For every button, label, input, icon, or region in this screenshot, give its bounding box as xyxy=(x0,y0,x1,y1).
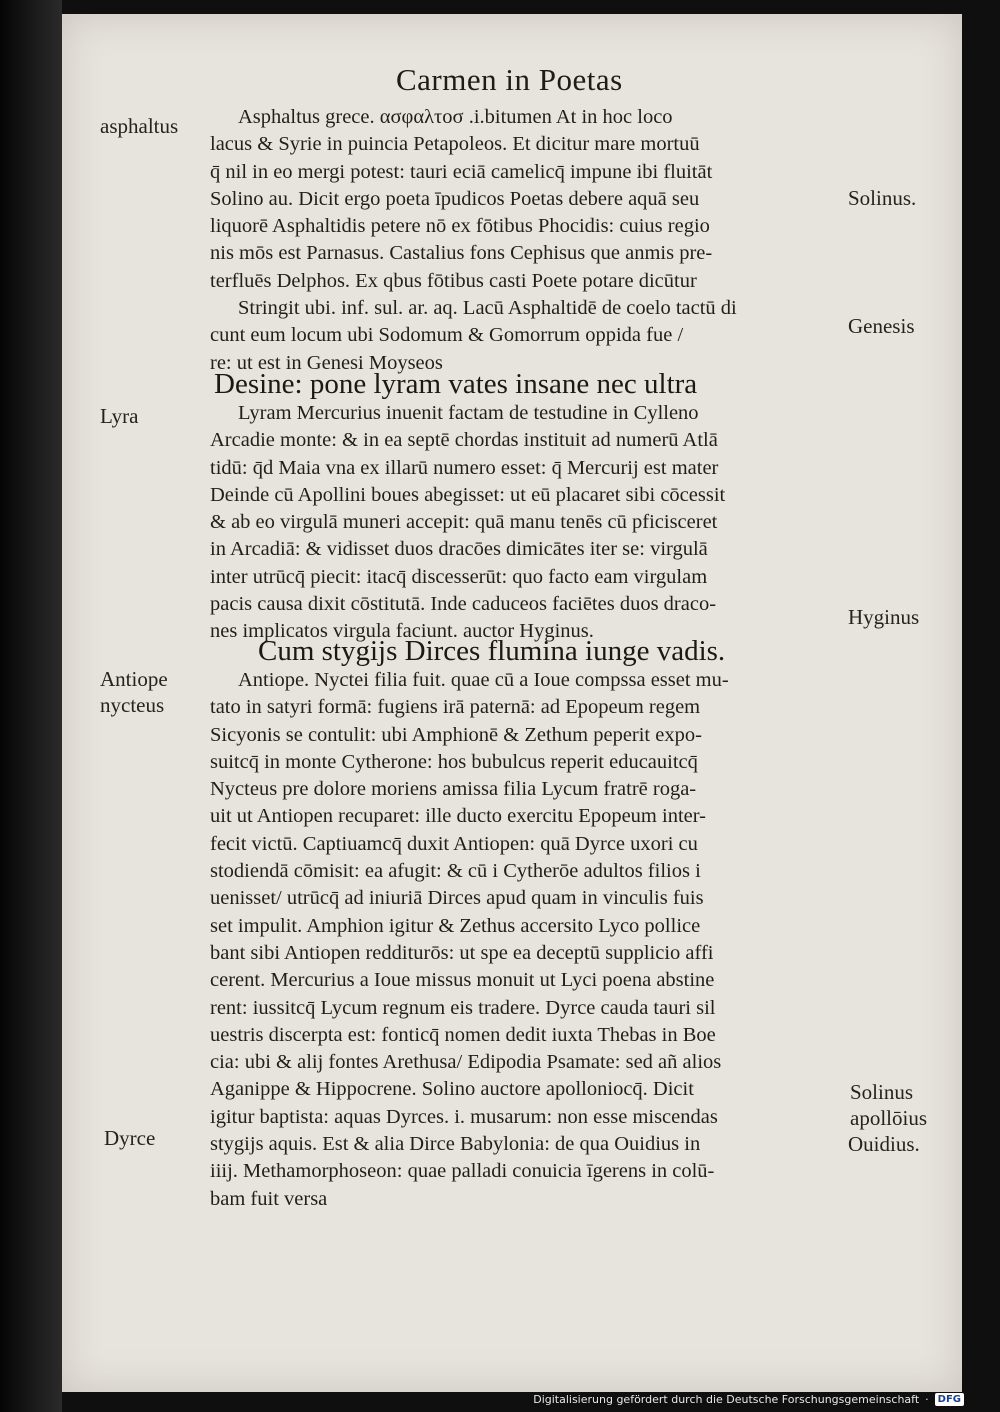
commentary-block-2 xyxy=(210,400,850,646)
footer-separator: · xyxy=(925,1393,929,1406)
text-line: fecit victū. Captiuamcq̄ duxit Antiopen: quā Dyrce uxori cu xyxy=(210,832,698,855)
text-line: igitur baptista: aquas Dyrces. i. musarum: non esse miscendas xyxy=(210,1105,718,1128)
margin-note-asphaltus: asphaltus xyxy=(100,114,179,138)
margin-note-ouidius: Ouidius. xyxy=(848,1132,920,1156)
text-line: Lyram Mercurius inuenit factam de testudine in Cylleno xyxy=(238,402,699,424)
margin-note-lyra: Lyra xyxy=(100,404,139,428)
verse-text: Cum stygijs Dirces flumina iunge vadis. xyxy=(258,635,726,667)
text-line: Nycteus pre dolore moriens amissa filia Lycum fratrē roga- xyxy=(210,778,697,801)
text-line: q̄ nil in eo mergi potest: tauri eciā camelicq̄ impune ibi fluitāt xyxy=(210,160,713,183)
verse-text: Desine: pone lyram vates insane nec ultra xyxy=(214,368,698,400)
text-line: Deinde cū Apollini boues abegisset: ut eū placaret sibi cōcessit xyxy=(210,483,726,506)
text-line: bam fuit versa xyxy=(210,1187,328,1210)
text-line: nes implicatos virgula faciunt. auctor Hyginus. xyxy=(210,620,594,643)
text-line: iiij. Methamorphoseon: quae palladi conuicia īgerens in colū- xyxy=(210,1160,715,1183)
text-line: suitcq̄ in monte Cytherone: hos bubulcus reperit educauitcq̄ xyxy=(210,750,698,773)
footer-credit xyxy=(533,1393,964,1406)
text-line: re: ut est in Genesi Moyseos xyxy=(210,351,443,374)
margin-note-antiope: Antiope xyxy=(100,667,168,691)
book-gutter xyxy=(0,0,62,1412)
text-line: Asphaltus grece. ασφαλτοσ .i.bitumen At in hoc loco xyxy=(238,106,673,128)
text-line: terfluēs Delphos. Ex qbus fōtibus casti Poete potare dicūtur xyxy=(210,269,697,292)
text-line: Stringit ubi. inf. sul. ar. aq. Lacū Asphaltidē de coelo tactū di xyxy=(238,297,737,320)
text-line: tato in satyri formā: fugiens irā paternā: ad Epopeum regem xyxy=(210,696,701,719)
margin-note-nycteus: nycteus xyxy=(100,693,165,717)
text-line: cerent. Mercurius a Ioue missus monuit ut Lyci poena abstine xyxy=(210,969,715,992)
text-line: Antiope. Nyctei filia fuit. quae cū a Ioue compssa esset mu- xyxy=(238,669,729,691)
text-line: set impulit. Amphion igitur & Zethus accersito Lyco pollice xyxy=(210,914,701,937)
margin-note-genesis: Genesis xyxy=(848,314,915,338)
text-line: in Arcadiā: & vidisset duos dracōes dimicātes iter se: virgulā xyxy=(210,538,708,561)
text-line: Sicyonis se contulit: ubi Amphionē & Zethum peperit expo- xyxy=(210,723,702,746)
margin-note-apollonius: apollōius xyxy=(850,1106,927,1130)
text-line: cunt eum locum ubi Sodomum & Gomorrum oppida fue / xyxy=(210,324,684,347)
text-line: inter utrūcq̄ piecit: itacq̄ discesserūt: quo facto eam virgulam xyxy=(210,565,708,588)
margin-note-hyginus: Hyginus xyxy=(848,605,920,629)
text-line: uit ut Antiopen recuparet: ille ducto exercitu Epopeum inter- xyxy=(210,805,706,828)
dfg-logo-icon: DFG xyxy=(935,1393,964,1406)
commentary-block-1 xyxy=(210,104,850,377)
text-line: nis mōs est Parnasus. Castalius fons Cephisus que anmis pre- xyxy=(210,242,713,265)
text-line: lacus & Syrie in puincia Petapoleos. Et dicitur mare mortuū xyxy=(210,133,700,156)
text-line: liquorē Asphaltidis petere nō ex fōtibus Phocidis: cuius regio xyxy=(210,215,710,238)
text-line: tidū: q̄d Maia vna ex illarū numero esset: q̄ Mercurij est mater xyxy=(210,456,719,479)
verse-line-1 xyxy=(210,365,850,403)
margin-note-solinus-2: Solinus xyxy=(850,1080,914,1104)
text-line: uestris discerpta est: fonticq̄ nomen dedit iuxta Thebas in Boe xyxy=(210,1023,716,1046)
margin-note-dyrce: Dyrce xyxy=(104,1126,156,1150)
verse-line-2 xyxy=(210,632,850,670)
page-title: Carmen in Poetas xyxy=(396,62,623,97)
text-line: stodiendā cōmisit: ea afugit: & cū i Cytherōe adultos filios i xyxy=(210,860,701,883)
text-line: uenisset/ utrūcq̄ ad iniuriā Dirces apud quam in vinculis fuis xyxy=(210,887,704,910)
footer-text: Digitalisierung gefördert durch die Deutsche Forschungsgemeinschaft xyxy=(533,1393,920,1406)
text-line: pacis causa dixit cōstitutā. Inde caduceos faciētes duos draco- xyxy=(210,593,717,616)
text-line: stygijs aquis. Est & alia Dirce Babylonia: de qua Ouidius in xyxy=(210,1133,701,1156)
text-line: Solino au. Dicit ergo poeta īpudicos Poetas debere aquā seu xyxy=(210,187,700,210)
text-line: bant sibi Antiopen redditurōs: ut spe ea deceptū supplicio affi xyxy=(210,941,714,964)
margin-note-solinus-1: Solinus. xyxy=(848,186,917,210)
text-line: Arcadie monte: & in ea septē chordas instituit ad numerū Atlā xyxy=(210,429,718,452)
text-line: cia: ubi & alij fontes Arethusa/ Edipodia Psamate: sed añ alios xyxy=(210,1051,722,1074)
commentary-block-3 xyxy=(210,667,850,1213)
text-line: & ab eo virgulā muneri accepit: quā manu tenēs cū pficisceret xyxy=(210,511,718,534)
text-line: rent: iussitcq̄ Lycum regnum eis tradere. Dyrce cauda tauri sil xyxy=(210,996,716,1019)
text-line: Aganippe & Hippocrene. Solino auctore apolloniocq̄. Dicit xyxy=(210,1078,694,1101)
